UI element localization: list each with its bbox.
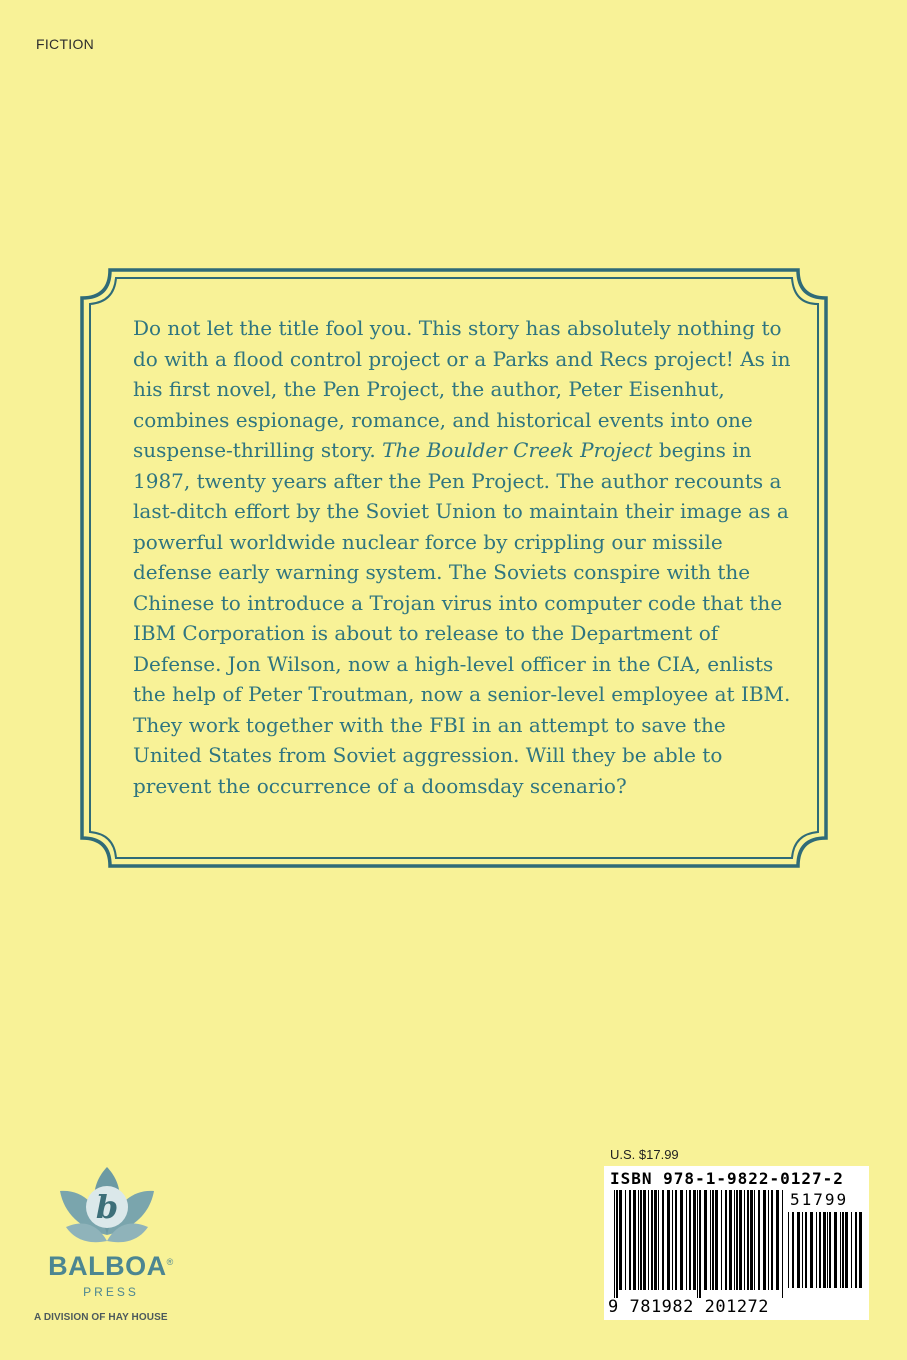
barcode-bar [747, 1190, 749, 1290]
genre-label: FICTION [36, 36, 95, 52]
barcode-bar [744, 1190, 745, 1290]
book-title-italic: The Boulder Creek Project [382, 438, 653, 462]
barcode-bar [712, 1190, 714, 1290]
publisher-division: A DIVISION OF HAY HOUSE [34, 1312, 168, 1323]
barcode-bar [805, 1212, 807, 1288]
barcode-bar [797, 1212, 800, 1288]
barcode-bar [754, 1190, 755, 1290]
price-label: U.S. $17.99 [610, 1147, 679, 1162]
barcode-bar [739, 1190, 742, 1290]
barcode-bar [651, 1190, 653, 1290]
ean13-bars [614, 1190, 786, 1298]
barcode-bar [768, 1190, 769, 1290]
barcode [604, 1166, 869, 1320]
barcode-bar [788, 1212, 789, 1288]
publisher-name: BALBOA® [48, 1251, 174, 1281]
barcode-bar [699, 1190, 701, 1298]
barcode-bar [823, 1212, 826, 1288]
barcode-bar [658, 1190, 659, 1290]
lotus-icon [52, 1165, 162, 1255]
logo-letter: b [95, 1188, 119, 1226]
barcode-bar [829, 1212, 831, 1288]
barcode-bar [704, 1190, 707, 1290]
barcode-bar [633, 1190, 636, 1290]
barcode-bar [771, 1190, 773, 1290]
barcode-bar [710, 1190, 711, 1290]
barcode-bar [629, 1190, 631, 1290]
barcode-bar [689, 1190, 691, 1290]
barcode-bar [840, 1212, 841, 1288]
addon-code: 51799 [790, 1190, 849, 1209]
barcode-bar [662, 1190, 664, 1290]
barcode-bar [827, 1212, 828, 1288]
barcode-bar [686, 1190, 687, 1290]
barcode-bar [816, 1212, 817, 1288]
barcode-bar [672, 1190, 673, 1290]
barcode-bar [715, 1190, 718, 1290]
barcode-bar [802, 1212, 803, 1288]
barcode-bar [616, 1190, 618, 1298]
barcode-bar [776, 1190, 779, 1290]
barcode-bar [643, 1190, 646, 1290]
barcode-bar [855, 1212, 857, 1288]
barcode-bar [819, 1212, 821, 1288]
barcode-bar [792, 1212, 794, 1288]
barcode-bar [736, 1190, 738, 1290]
barcode-bar [851, 1212, 852, 1288]
ean13-digits: 9 781982 201272 [608, 1297, 770, 1317]
barcode-bar [810, 1212, 813, 1288]
barcode-bar [842, 1212, 844, 1288]
barcode-bar [763, 1190, 766, 1290]
barcode-bar [640, 1190, 642, 1290]
barcode-bar [845, 1212, 848, 1288]
barcode-bar [648, 1190, 649, 1290]
barcode-bar [729, 1190, 732, 1290]
barcode-bar [750, 1190, 753, 1290]
barcode-bar [675, 1190, 677, 1290]
addon-bars [788, 1212, 864, 1296]
barcode-bar [693, 1190, 696, 1290]
publisher-sub: PRESS [83, 1285, 139, 1299]
barcode-bar [834, 1212, 837, 1288]
barcode-bar [734, 1190, 735, 1290]
barcode-bar [697, 1190, 698, 1298]
barcode-bar [859, 1212, 862, 1288]
barcode-bar [625, 1190, 626, 1290]
barcode-bar [725, 1190, 727, 1290]
barcode-bar [619, 1190, 622, 1290]
back-cover-blurb: Do not let the title fool you. This story has absolutely nothing to do with a flood control project or a Parks and Recs project! As in his first novel, the Pen Project, the author, Peter Eisenhut, combines espionage, romance, and historical events into one suspense-thrilling story. The Boulder Creek Project begins in 1987, twenty years after the Pen Project. The author recounts a last-ditch effort by the Soviet Union to maintain their image as a powerful worldwide nuclear force by crippling our missile defense early warning system. The Soviets conspire with the Chinese to introduce a Trojan virus into computer code that the IBM Corporation is about to release to the Department of Defense. Jon Wilson, now a high-level officer in the CIA, enlists the help of Peter Troutman, now a senior-level employee at IBM. They work together with the FBI in an attempt to save the United States from Soviet aggression. Will they be able to prevent the occurrence of a doomsday scenario? [133, 316, 791, 798]
barcode-bar [614, 1190, 615, 1298]
barcode-bar [654, 1190, 657, 1290]
publisher-logo [30, 1165, 190, 1335]
barcode-bar [667, 1190, 670, 1290]
barcode-bar [758, 1190, 760, 1290]
barcode-bar [782, 1190, 783, 1298]
barcode-bar [680, 1190, 683, 1290]
barcode-bar [721, 1190, 722, 1290]
barcode-bar [638, 1190, 639, 1290]
isbn-text: ISBN 978-1-9822-0127-2 [610, 1169, 844, 1188]
